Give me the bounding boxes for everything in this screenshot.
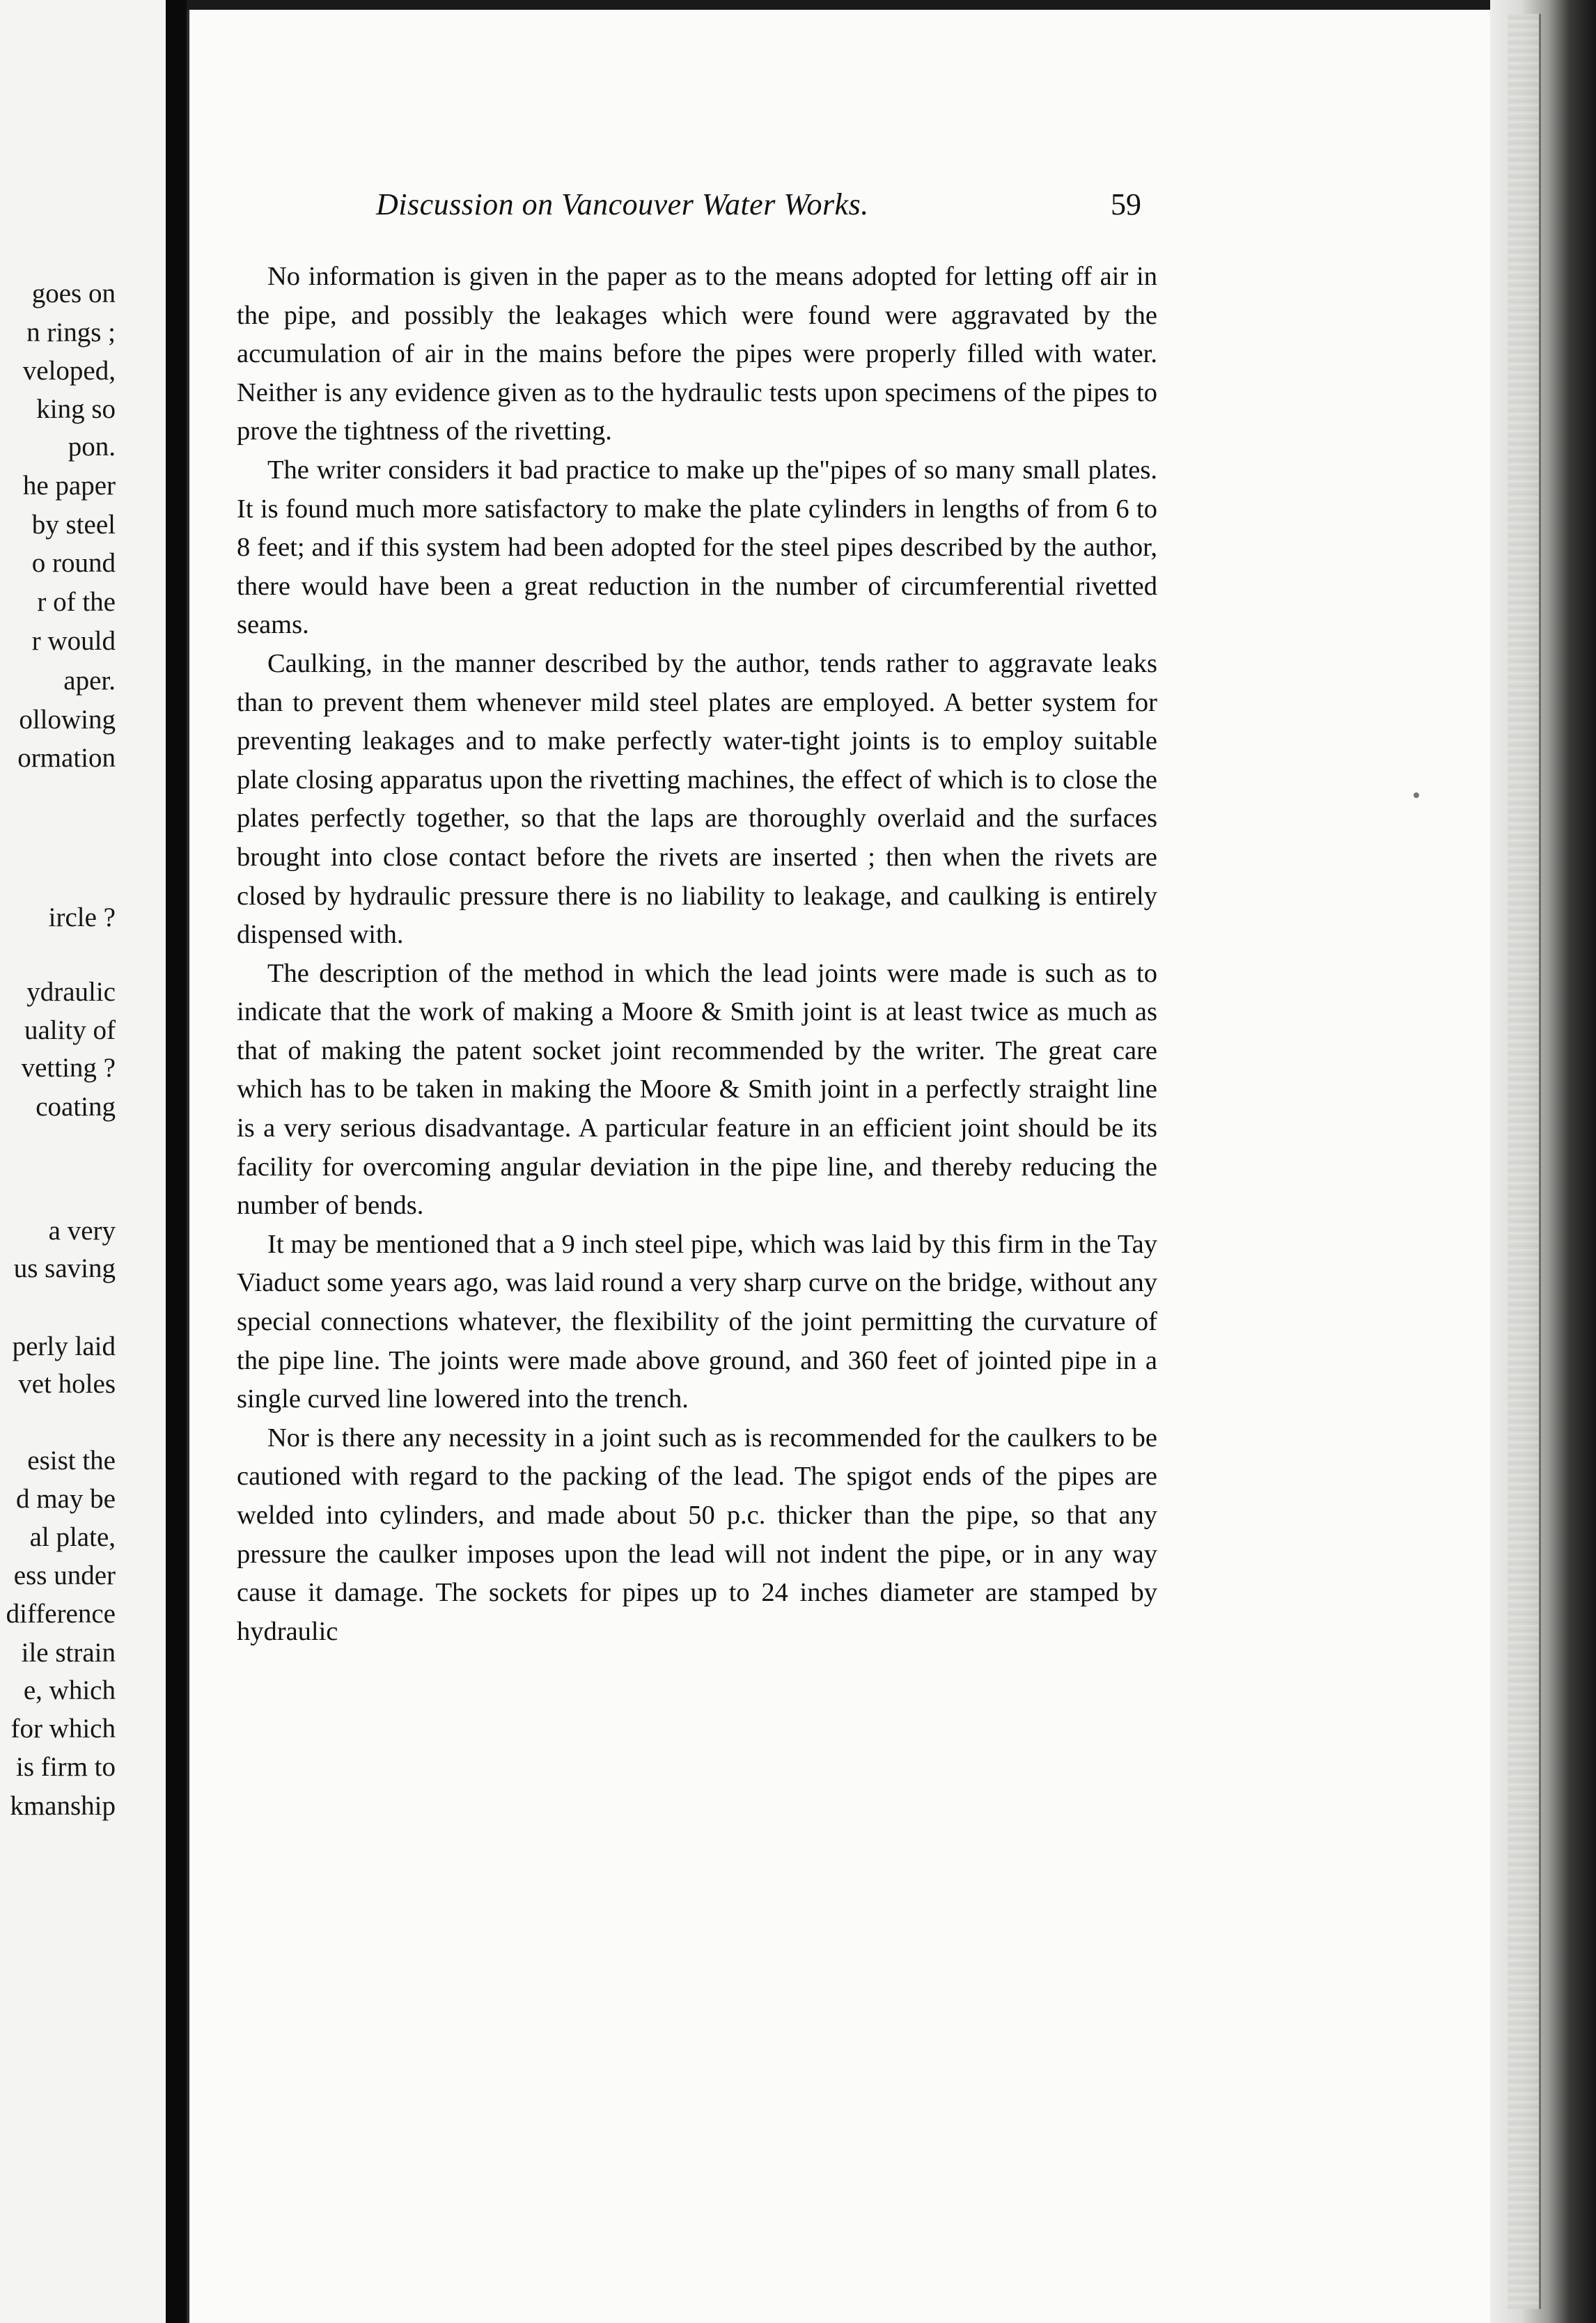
left-page-line: goes on xyxy=(31,279,116,308)
page-number: 59 xyxy=(1111,187,1141,221)
left-page-line: pon. xyxy=(68,432,116,462)
left-facing-page xyxy=(0,0,166,2323)
paragraph: Caulking, in the manner described by the author, tends rather to aggravate leaks than to prevent them whenever mild steel plates are employed. A better system for preventing leakages and to make perfectly water-tight joints is to employ suitable plate closing apparatus upon the rivetting machines, the effect of which is to close the plates perfectly together, so that the laps are thoroughly overlaid and the surfaces brought into close contact before the rivets are inserted ; then when the rivets are closed by hydraulic pressure there is no liability to leakage, and caulking is entirely dispensed with. xyxy=(237,648,1157,950)
left-page-line: for which xyxy=(10,1714,116,1744)
left-page-line: vet holes xyxy=(18,1369,116,1399)
left-page-line: is firm to xyxy=(16,1752,116,1782)
left-page-line: kmanship xyxy=(10,1791,116,1821)
left-page-line: perly laid xyxy=(12,1331,116,1361)
left-page-line: ydraulic xyxy=(26,977,116,1007)
left-page-line: e, which xyxy=(23,1675,116,1705)
paragraph: It may be mentioned that a 9 inch steel pipe, which was laid by this firm in the Tay Viaduct some years ago, was laid round a very sharp curve on the bridge, without any special connections whatever, the flexibility of the joint permitting the curvature of the pipe line. The joints were made above ground, and 360 feet of jointed pipe in a single curved line lowered into the trench. xyxy=(237,1229,1157,1414)
left-page-line: aper. xyxy=(63,666,116,696)
left-page-line: ormation xyxy=(17,743,116,773)
left-page-line: ess under xyxy=(13,1561,116,1590)
left-page-line: d may be xyxy=(16,1484,116,1514)
body-text xyxy=(237,258,1157,1651)
left-page-line: a very xyxy=(48,1216,116,1246)
left-page-line: uality of xyxy=(24,1015,116,1045)
left-page-line: he paper xyxy=(22,471,116,501)
paragraph: Nor is there any necessity in a joint such as is recommended for the caulkers to be cautioned with regard to the packing of the lead. The spigot ends of the pipes are welded into cylinders, and made about 50 p.c. thicker than the pipe, so that any pressure the caulker imposes upon the lead will not indent the pipe, or in any way cause it damage. The sockets for pipes up to 24 inches diameter are stamped by hydraulic xyxy=(237,1423,1157,1646)
left-page-line: by steel xyxy=(31,510,116,540)
left-page-line: us saving xyxy=(13,1253,116,1283)
left-page-line: o round xyxy=(31,548,116,578)
paper-speck xyxy=(1414,792,1419,798)
running-header: Discussion on Vancouver Water Works. xyxy=(376,187,869,221)
page-stack-edge xyxy=(1508,14,1541,2309)
left-page-line: vetting ? xyxy=(21,1053,116,1083)
book-gutter xyxy=(166,0,187,2323)
left-page-line: r would xyxy=(31,626,116,656)
page-edge-shadow xyxy=(1490,0,1596,2323)
left-page-line: veloped, xyxy=(22,356,116,386)
left-page-line: coating xyxy=(36,1092,116,1122)
paragraph: The writer considers it bad practice to make up the"pipes of so many small plates. It is found much more satisfactory to make the plate cylinders in lengths of from 6 to 8 feet; and if this system had been adopted for the steel pipes described by the author, there would have been a great reduction in the number of circumferential rivetted seams. xyxy=(237,455,1157,640)
left-page-line: n rings ; xyxy=(26,318,116,347)
left-page-line: ollowing xyxy=(19,705,116,735)
left-page-line: ircle ? xyxy=(48,902,116,932)
paragraph: The description of the method in which the lead joints were made is such as to indicate that the work of making a Moore & Smith joint is at least twice as much as that of making the patent socket joint recommended by the writer. The great care which has to be taken in making the Moore & Smith joint in a perfectly straight line is a very serious disadvantage. A particular feature in an efficient joint should be its facility for overcoming angular deviation in the pipe line, and thereby reducing the number of bends. xyxy=(237,958,1157,1221)
left-page-line: esist the xyxy=(27,1446,116,1476)
top-page-shadow xyxy=(187,0,1510,10)
left-page-line: al plate, xyxy=(29,1522,116,1552)
left-page-line: r of the xyxy=(37,587,116,617)
left-page-line: king so xyxy=(36,394,116,424)
paragraph: No information is given in the paper as to the means adopted for letting off air in the pipe, and possibly the leakages which were found were aggravated by the accumulation of air in the mains before the pipes were properly filled with water. Neither is any evidence given as to the hydraulic tests upon specimens of the pipes to prove the tightness of the rivetting. xyxy=(237,262,1157,446)
left-page-line: difference xyxy=(6,1599,116,1629)
left-page-line: ile strain xyxy=(21,1638,116,1668)
